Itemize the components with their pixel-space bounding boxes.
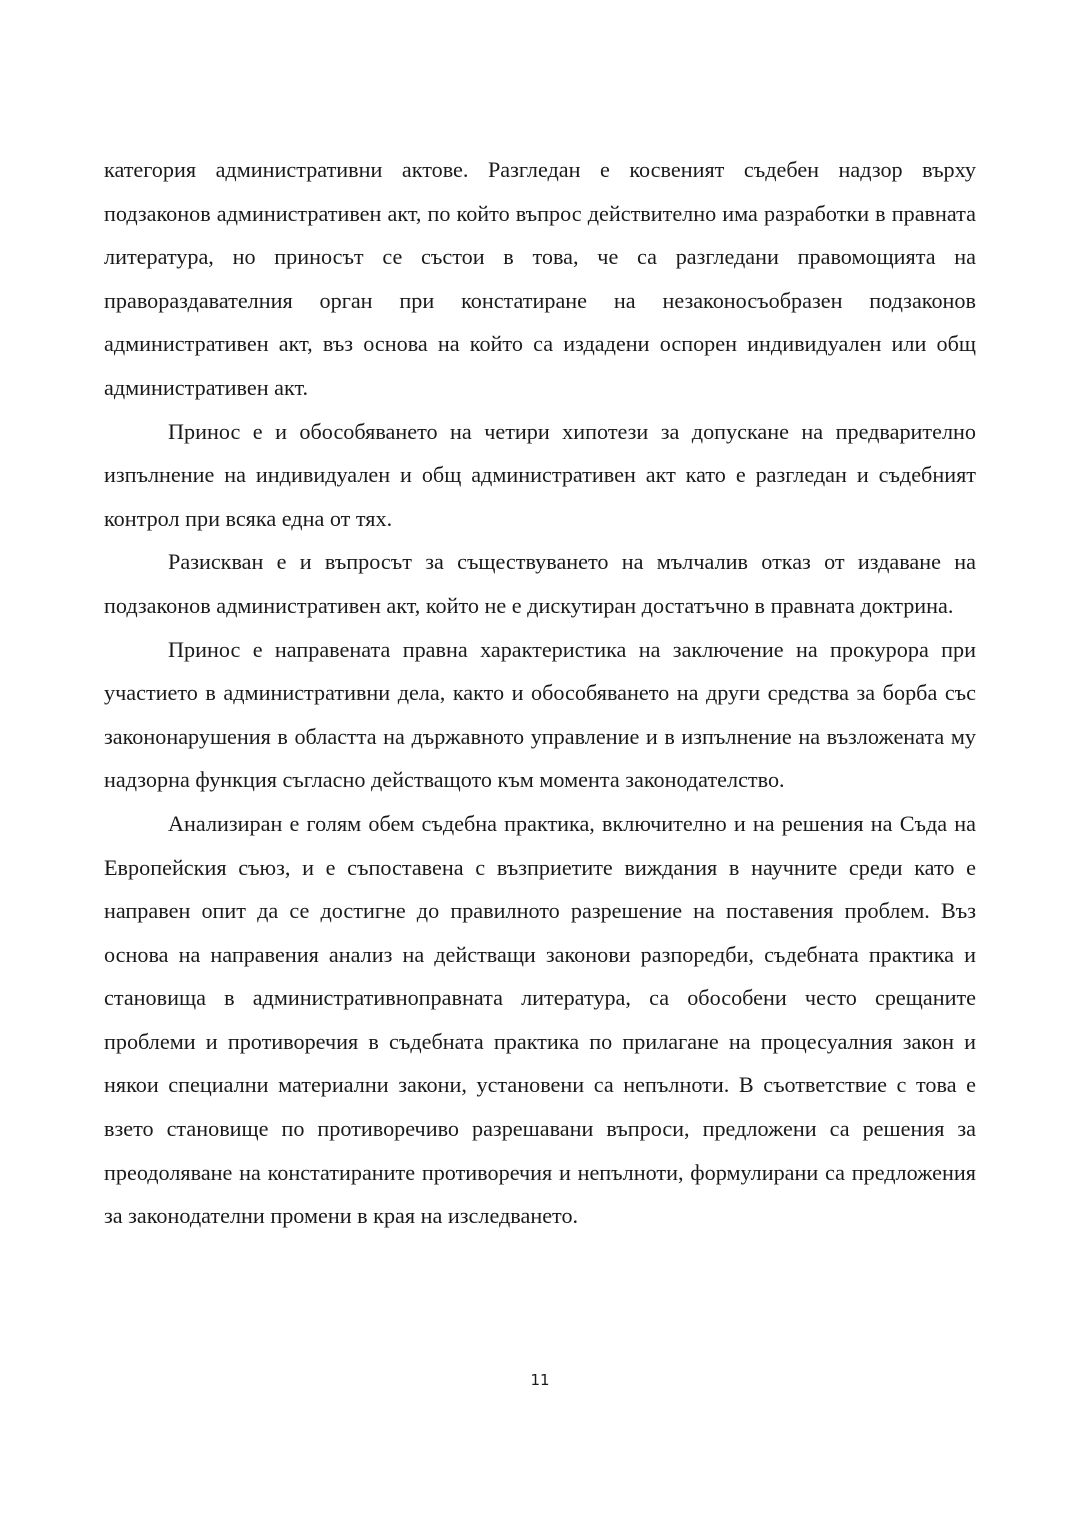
paragraph: Анализиран е голям обем съдебна практика, включително и на решения на Съда на Европейския съюз, и е съпоставена с възприетите виждания в научните среди като е направен опит да се достигне до правилното разрешение на поставения проблем. Въз основа на направения анализ на действащи законови разпоредби, съдебната практика и становища в административноправната литература, са обособени често срещаните проблеми и противоречия в съдебната практика по прилагане на процесуалния закон и някои специални материални закони, установени са непълноти. В съответствие с това е взето становище по противоречиво разрешавани въпроси, предложени са решения за преодоляване на констатираните противоречия и непълноти, формулирани са предложения за законодателни промени в края на изследването.: [104, 810, 976, 1229]
paragraph: Принос е направената правна характеристика на заключение на прокурора при участието в административни дела, както и обособяването на други средства за борба със закононарушения в областта на държавното управление и в изпълнение на възложената му надзорна функция съгласно действащото към момента законодателство.: [104, 636, 976, 793]
paragraph-continuation: категория административни актове. Разгледан е косвеният съдебен надзор върху подзаконов административен акт, по който въпрос действително има разработки в правната литература, но приносът се състои в това, че са разгледани правомощията на правораздавателния орган при констатиране на незаконосъобразен подзаконов административен акт, въз основа на който са издадени оспорен индивидуален или общ административен акт.: [104, 157, 976, 400]
body-text: [104, 148, 976, 1238]
page-number: 11: [530, 1371, 550, 1389]
paragraph: Принос е и обособяването на четири хипотези за допускане на предварително изпълнение на индивидуален и общ административен акт като е разгледан и съдебният контрол при всяка една от тях.: [104, 418, 976, 531]
paragraph: Разискван е и въпросът за съществуването на мълчалив отказ от издаване на подзаконов административен акт, който не е дискутиран достатъчно в правната доктрина.: [104, 549, 976, 618]
